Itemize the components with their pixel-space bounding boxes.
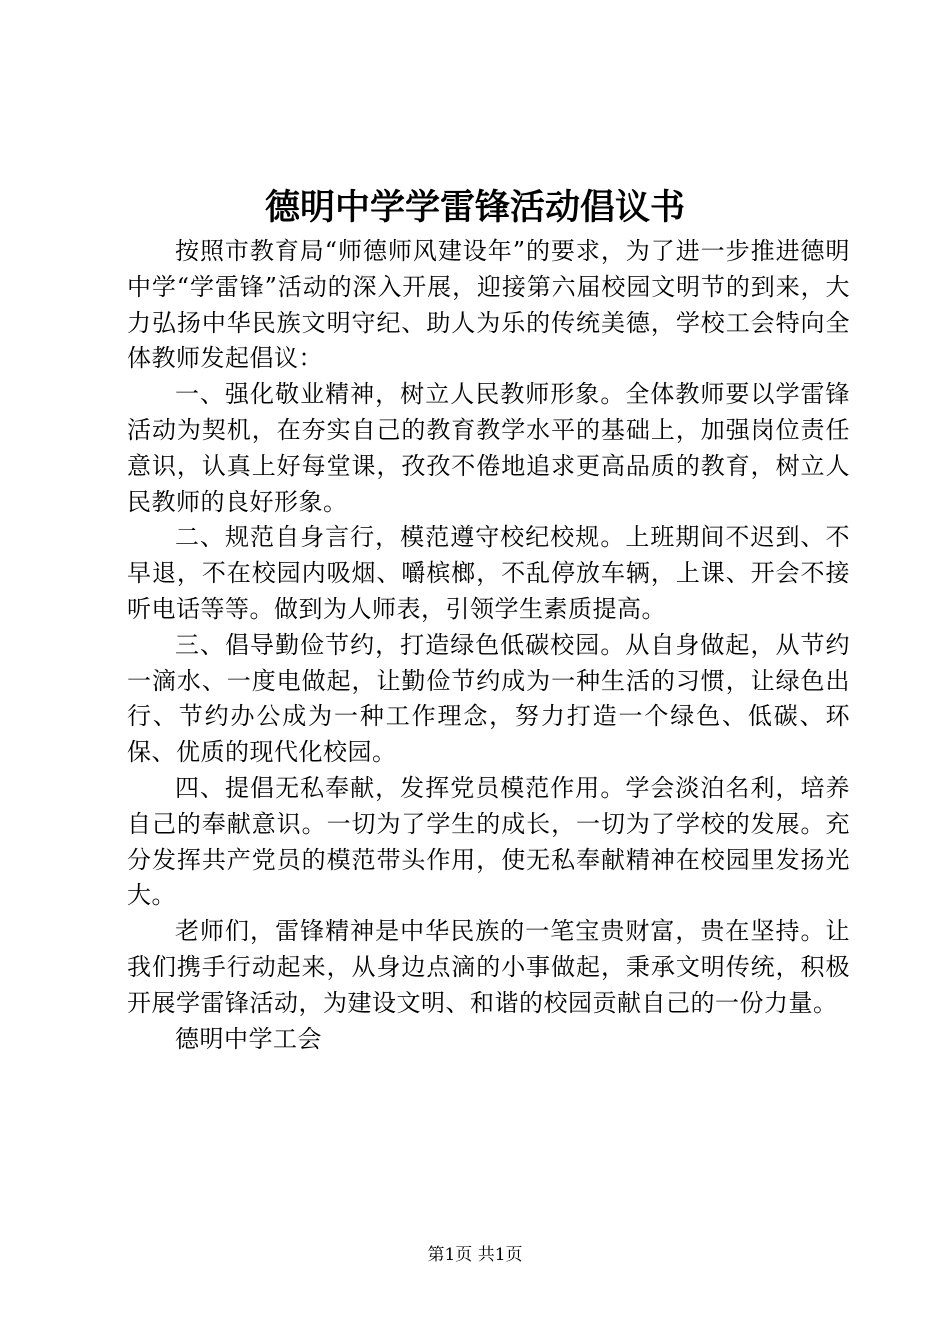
signature: 德明中学工会 — [175, 1024, 322, 1053]
document-title: 德明中学学雷锋活动倡议书 — [264, 187, 685, 228]
intro-paragraph: 按照市教育局“师德师风建设年”的要求，为了进一步推进德明中学“学雷锋”活动的深入开展，迎接第六届校园文明节的到来，大力弘扬中华民族文明守纪、助人为乐的传统美德，学校工会特向全体教师发起倡议： — [127, 237, 850, 373]
item-three-paragraph: 三、倡导勤俭节约，打造绿色低碳校园。从自身做起，从节约一滴水、一度电做起，让勤俭节约成为一种生活的习惯，让绿色出行、节约办公成为一种工作理念，努力打造一个绿色、低碳、环保、优质的现代化校园。 — [127, 630, 850, 767]
closing-paragraph: 老师们，雷锋精神是中华民族的一笔宝贵财富，贵在坚持。让我们携手行动起来，从身边点滴的小事做起，秉承文明传统，积极开展学雷锋活动，为建设文明、和谐的校园贡献自己的一份力量。 — [127, 917, 850, 1017]
item-two-paragraph: 二、规范自身言行，模范遵守校纪校规。上班期间不迟到、不早退，不在校园内吸烟、嚼槟榔，不乱停放车辆，上课、开会不接听电话等等。做到为人师表，引领学生素质提高。 — [127, 523, 850, 623]
item-one-paragraph: 一、强化敬业精神，树立人民教师形象。全体教师要以学雷锋活动为契机，在夯实自己的教育教学水平的基础上，加强岗位责任意识，认真上好每堂课，孜孜不倦地追求更高品质的教育，树立人民教师的良好形象。 — [127, 380, 850, 516]
item-four-paragraph: 四、提倡无私奉献，发挥党员模范作用。学会淡泊名利，培养自己的奉献意识。一切为了学生的成长，一切为了学校的发展。充分发挥共产党员的模范带头作用，使无私奉献精神在校园里发扬光大。 — [127, 773, 850, 910]
page-footer: 第1页 共1页 — [427, 1245, 523, 1265]
document-body — [127, 234, 850, 1057]
